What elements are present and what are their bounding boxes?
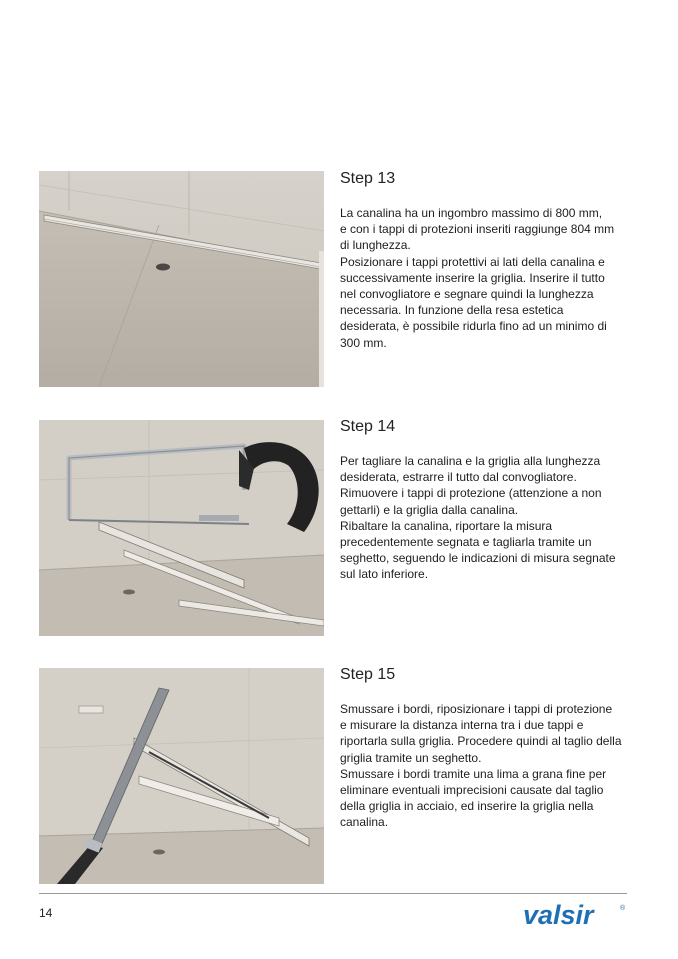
step-14-photo [39,420,324,636]
step-15-line: riportarla sulla griglia. Procedere quindi al taglio della [340,734,622,749]
step-14-line: precedentemente segnata e tagliarla tramite un [340,535,592,550]
step-13-line: desiderata, è possibile ridurla fino ad un minimo di [340,319,607,334]
step-13-line: 300 mm. [340,335,387,350]
step-14-line: sul lato inferiore. [340,567,429,582]
step-14-line: desiderata, estrarre il tutto dal convogliatore. [340,470,577,485]
step-14-line: Per tagliare la canalina e la griglia alla lunghezza [340,454,601,468]
step-15-line: Smussare i bordi, riposizionare i tappi di protezione [340,702,613,716]
valsir-logo [521,897,629,933]
step-14-line: Ribaltare la canalina, riportare la misura [340,518,553,533]
step-13-photo [39,171,324,387]
step-15-body [340,701,630,831]
logo-text: valsir [523,900,594,930]
step-13-line: La canalina ha un ingombro massimo di 800 mm, [340,206,603,220]
step-13-line: necessaria. In funzione della resa estetica [340,303,564,318]
footer-divider [39,893,627,894]
step-13-line: nel convogliatore e segnare quindi la lunghezza [340,287,594,302]
step-14-line: Rimuovere i tappi di protezione (attenzione a non [340,486,602,501]
step-15-line: Smussare i bordi tramite una lima a grana fine per [340,766,607,781]
step-14-title: Step 14 [340,418,396,435]
step-15 [340,666,630,831]
step-13-line: Posizionare i tappi protettivi ai lati della canalina e [340,254,605,269]
step-15-line: della griglia in acciaio, ed inserire la griglia nella [340,799,594,814]
step-15-line: griglia tramite un seghetto. [340,750,482,765]
page-number: 14 [39,906,53,920]
step-13-line: successivamente inserire la griglia. Inserire il tutto [340,270,605,285]
step-13-line: e con i tappi di protezioni inseriti raggiunge 804 mm [340,222,615,237]
step-14 [340,418,630,583]
step-13 [340,170,630,351]
step-13-title: Step 13 [340,170,396,187]
logo-registered-mark: ® [620,905,626,912]
step-13-line: di lunghezza. [340,238,411,253]
step-15-line: canalina. [340,815,389,830]
step-15-title: Step 15 [340,666,396,683]
step-15-photo [39,668,324,884]
step-15-line: eliminare eventuali imprecisioni causate dal taglio [340,783,604,798]
step-14-body [340,453,630,583]
step-13-body [340,205,630,351]
step-15-line: e misurare la distanza interna tra i due tappi e [340,718,584,733]
step-14-line: seghetto, seguendo le indicazioni di misura segnate [340,551,616,566]
step-14-line: gettarli) e la griglia dalla canalina. [340,502,519,517]
